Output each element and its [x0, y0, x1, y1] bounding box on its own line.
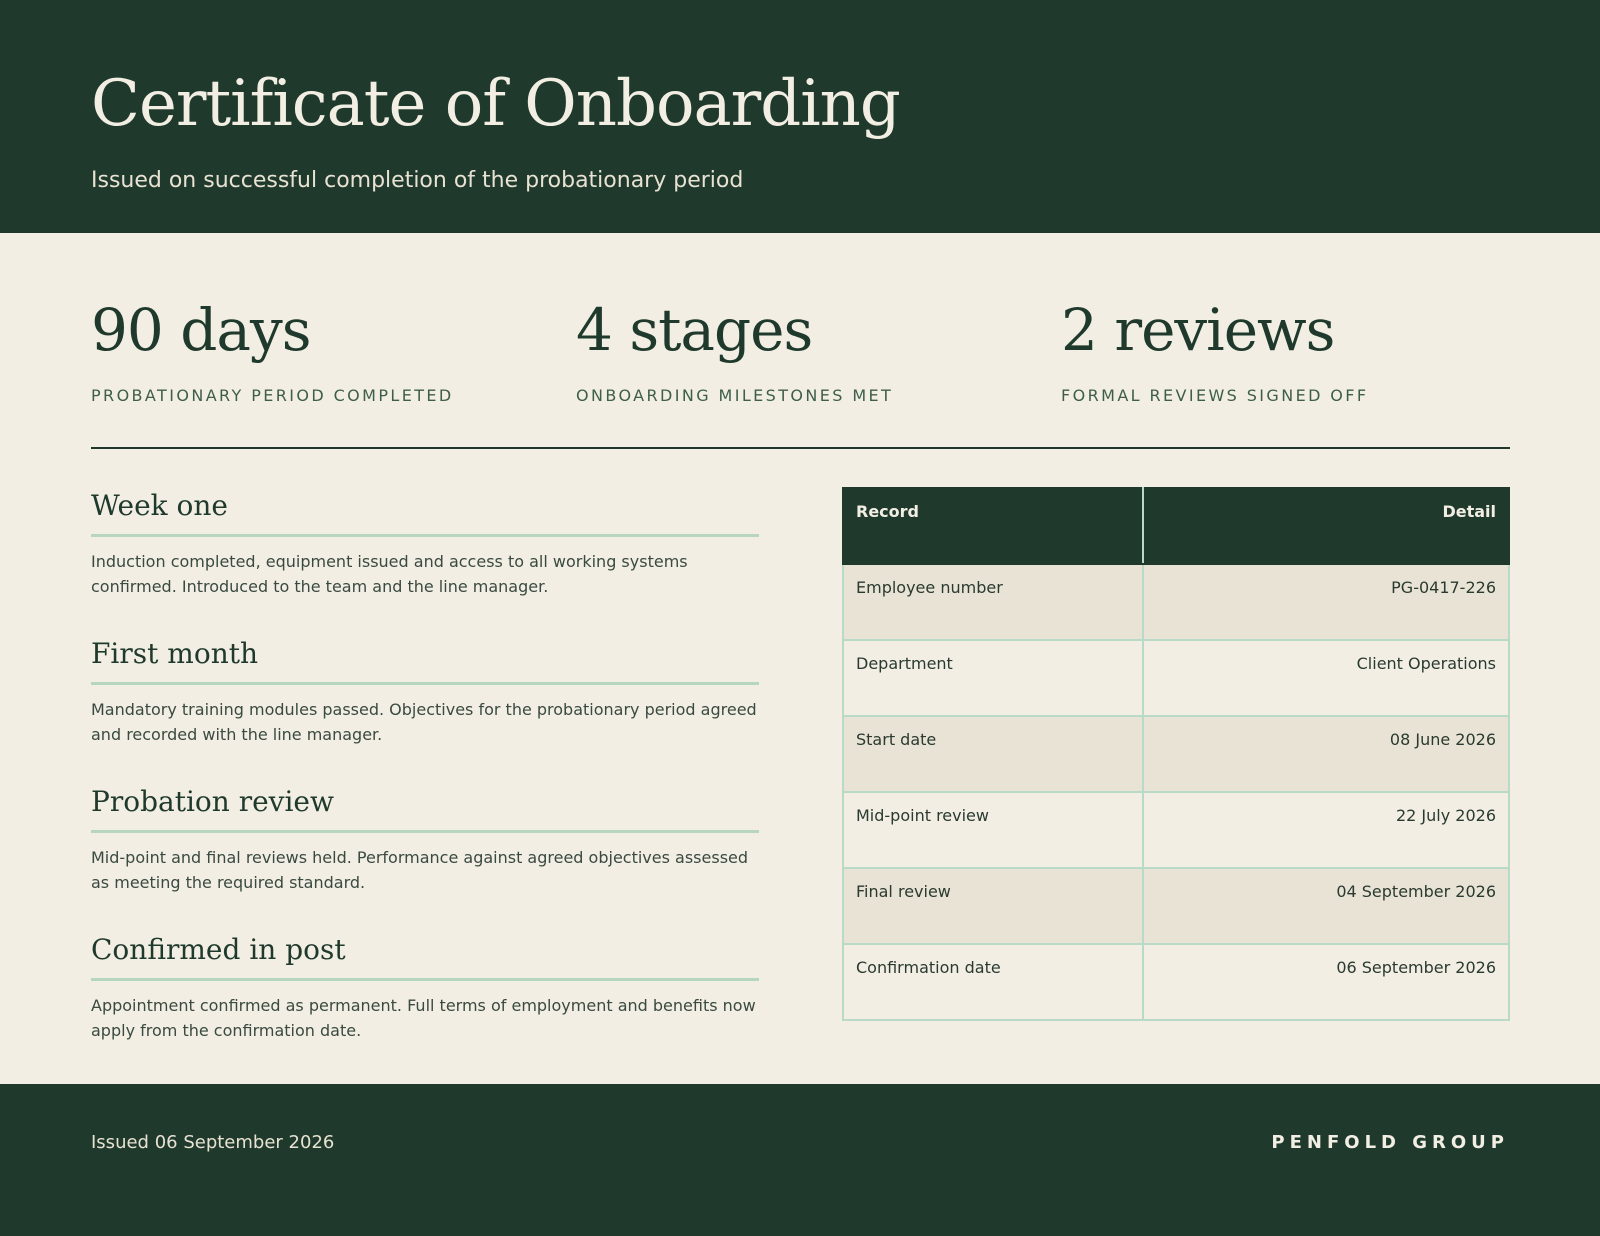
record-cell: Mid-point review [843, 792, 1143, 868]
table-row [843, 868, 1509, 944]
detail-cell: 06 September 2026 [1143, 944, 1509, 1020]
milestone-first-month [91, 636, 759, 747]
record-cell: Confirmation date [843, 944, 1143, 1020]
stat-value: 4 stages [576, 296, 813, 364]
table-row [843, 564, 1509, 640]
milestone-text: Appointment confirmed as permanent. Full terms of employment and benefits now apply from the confirmation date. [91, 996, 756, 1040]
record-table [842, 487, 1510, 1021]
milestone-text: Mid-point and final reviews held. Performance against agreed objectives assessed as meeting the required standard. [91, 848, 749, 892]
detail-cell: PG-0417-226 [1143, 564, 1509, 640]
stat-label: FORMAL REVIEWS SIGNED OFF [1061, 386, 1369, 405]
certificate-header [0, 0, 1600, 233]
certificate-footer [0, 1084, 1600, 1236]
milestone-text: Induction completed, equipment issued and access to all working systems confirmed. Introduced to the team and the line manager. [91, 552, 688, 596]
milestone-week-one [91, 488, 759, 599]
stats-row [91, 290, 1510, 420]
milestone-title: First month [91, 636, 759, 685]
milestone-title: Probation review [91, 784, 759, 833]
record-cell: Department [843, 640, 1143, 716]
column-header-detail: Detail [1143, 488, 1509, 564]
stat-reviews [1061, 290, 1521, 406]
milestone-confirmed-in-post [91, 932, 759, 1043]
table-header-row [843, 488, 1509, 564]
stat-label: PROBATIONARY PERIOD COMPLETED [91, 386, 454, 405]
record-cell: Final review [843, 868, 1143, 944]
milestone-title: Confirmed in post [91, 932, 759, 981]
page-subtitle: Issued on successful completion of the probationary period [91, 168, 744, 193]
stat-value: 90 days [91, 296, 311, 364]
table-row [843, 792, 1509, 868]
table-row [843, 640, 1509, 716]
detail-cell: 22 July 2026 [1143, 792, 1509, 868]
column-header-record: Record [843, 488, 1143, 564]
stat-label: ONBOARDING MILESTONES MET [576, 386, 894, 405]
milestone-probation-review [91, 784, 759, 895]
stat-probation-days [91, 290, 551, 406]
detail-cell: 08 June 2026 [1143, 716, 1509, 792]
detail-cell: 04 September 2026 [1143, 868, 1509, 944]
table-row [843, 716, 1509, 792]
issued-date: Issued 06 September 2026 [91, 1132, 335, 1153]
milestone-title: Week one [91, 488, 759, 537]
section-divider [91, 447, 1510, 449]
detail-cell: Client Operations [1143, 640, 1509, 716]
record-cell: Employee number [843, 564, 1143, 640]
record-cell: Start date [843, 716, 1143, 792]
stat-stages [576, 290, 1036, 406]
stat-value: 2 reviews [1061, 296, 1335, 364]
page-title: Certificate of Onboarding [91, 67, 900, 141]
company-brand: PENFOLD GROUP [1271, 1132, 1509, 1153]
table-row [843, 944, 1509, 1020]
milestone-text: Mandatory training modules passed. Objectives for the probationary period agreed and recorded with the line manager. [91, 700, 757, 744]
